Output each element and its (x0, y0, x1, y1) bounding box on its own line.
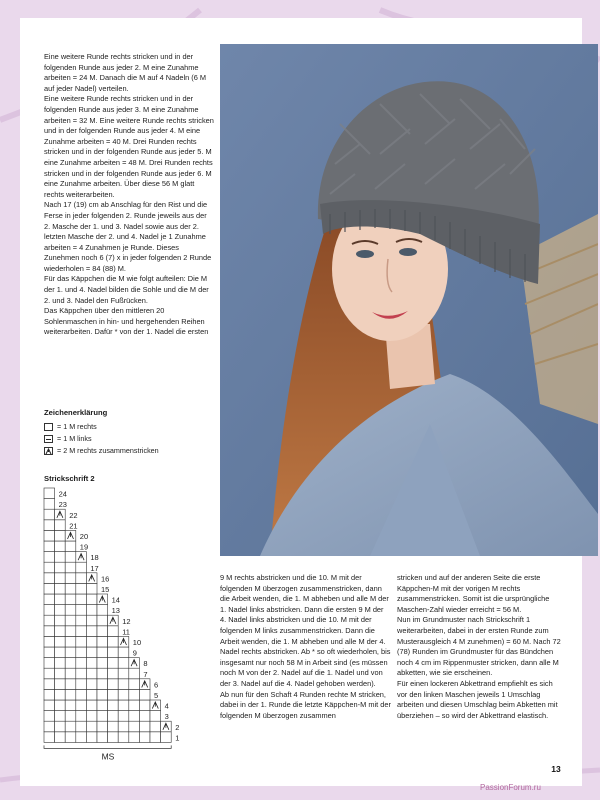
chart-cell (44, 605, 55, 616)
paragraph: 9 M rechts abstricken und die 10. M mit der folgenden M überzogen zusammenstricken, dann die Arbeit wenden, die 1. M abheben und alle M der 1. Nadel links abstricken. Dann die ersten 9 M der 4. Nadel links abstricken und die 10. M mit der folgenden M links zusammenstricken. Dann die Arbeit wenden, die 1. M abheben und alle M der 4. Nadel rechts abstricken. Ab * so oft wiederholen, bis insgesamt nur noch 58 M in Arbeit sind (es müssen noch M von der 2. Nadel auf die 1. Nadel und von der 3. Nadel auf die 4. Nadel gehoben werden). (220, 573, 391, 688)
chart-cell (108, 711, 119, 722)
chart-title: Strickschrift 2 (44, 474, 95, 483)
chart-cell (139, 689, 150, 700)
chart-cell (44, 530, 55, 541)
chart-cell (55, 541, 66, 552)
chart-cell (76, 711, 87, 722)
paragraph: Das Käppchen über den mittleren 20 Sohlenmaschen in hin- und hergehenden Reihen weiterarbeiten. Dafür * von der 1. Nadel die ersten (44, 306, 209, 337)
chart-cell (65, 541, 76, 552)
legend-label: = 1 M rechts (57, 422, 97, 431)
chart-cell (97, 668, 108, 679)
paragraph: Ab nun für den Schaft 4 Runden rechte M stricken, dabei in der 1. Runde die letzte Käppchen-M mit der folgenden M überzogen zusammen (220, 689, 391, 720)
chart-cell (129, 689, 140, 700)
legend-label: = 2 M rechts zusammenstricken (57, 446, 159, 455)
row-number-label: 20 (79, 532, 89, 541)
chart-cell (108, 626, 119, 637)
chart-cell (118, 668, 129, 679)
chart-cell (86, 647, 97, 658)
chart-cell (118, 689, 129, 700)
paragraph: Nach 17 (19) cm ab Anschlag für den Rist und die Ferse in jeder folgenden 2. Runde jeweils aus der 2. Masche der 1. und 3. Nadel sowie aus der 2. letzten Masche der 2. und 4. Nadel je 1 Zunahme arbeiten = 4 Zunahmen je Runde. Dieses Zunehmen noch 6 (7) x in jeder folgenden 2 Runde wiederholen = 84 (88) M. (44, 200, 212, 273)
chart-cell (65, 626, 76, 637)
chart-cell (76, 668, 87, 679)
chart-cell (118, 732, 129, 743)
chart-cell (97, 679, 108, 690)
paragraph: Nun im Grundmuster nach Strickschrift 1 weiterarbeiten, dabei in der ersten Runde zum Musterausgleich 4 M zunehmen) = 60 M. Nach 72 (78) Runden im Grundmuster für das Bündchen noch 4 cm im Rippenmuster stricken, dann alle M abketten, wie sie erscheinen. (397, 615, 561, 678)
chart-cell (97, 626, 108, 637)
chart-cell (150, 732, 161, 743)
chart-cell (86, 668, 97, 679)
chart-cell (65, 721, 76, 732)
row-number-label: 19 (79, 542, 89, 552)
chart-cell (76, 658, 87, 669)
chart-cell (108, 721, 119, 732)
chart-cell (97, 647, 108, 658)
chart-bottom-label: MS (101, 751, 115, 762)
knit-symbol-icon (44, 423, 53, 431)
chart-cell (55, 605, 66, 616)
row-number-label: 10 (132, 638, 142, 647)
chart-cell (129, 679, 140, 690)
paragraph: Eine weitere Runde rechts stricken und in der folgenden Runde aus jeder 3. M eine Zunahme arbeiten = 32 M. Eine weitere Runde rechts stricken und in der folgenden Runde aus jeder 4. M eine Zunahme arbeiten = 40 M. Drei Runden rechts stricken und in der folgenden Runde aus jeder 5. M eine Zunahme arbeiten = 48 M. Drei Runden rechts stricken und in der folgenden Runde aus jeder 6. M eine Zunahme arbeiten. Über diese 56 M glatt rechts weiterarbeiten. (44, 94, 214, 199)
chart-cell (65, 658, 76, 669)
row-number-label: 15 (101, 585, 110, 594)
chart-cell (76, 573, 87, 584)
chart-cell (76, 594, 87, 605)
right-text-column (397, 573, 564, 721)
chart-cell (65, 647, 76, 658)
chart-cell (76, 647, 87, 658)
hat-photo-illustration (220, 44, 598, 556)
chart-cell (55, 636, 66, 647)
chart-cell (118, 679, 129, 690)
chart-grid (40, 480, 180, 770)
chart-cell (65, 700, 76, 711)
chart-cell (86, 700, 97, 711)
chart-cell (44, 509, 55, 520)
chart-cell (129, 668, 140, 679)
chart-cell (97, 700, 108, 711)
chart-cell (65, 594, 76, 605)
chart-cell (65, 583, 76, 594)
chart-cell (86, 732, 97, 743)
row-number-label: 24 (58, 489, 67, 499)
row-number-label: 18 (90, 553, 99, 563)
chart-cell (76, 721, 87, 732)
row-number-label: 17 (90, 563, 99, 573)
chart-cell (65, 605, 76, 616)
chart-cell (129, 721, 140, 732)
chart-cell (108, 732, 119, 743)
chart-cell (76, 636, 87, 647)
chart-cell (44, 583, 55, 594)
chart-cell (118, 647, 129, 658)
chart-cell (97, 711, 108, 722)
chart-cell (55, 732, 66, 743)
chart-cell (65, 732, 76, 743)
chart-cell (129, 732, 140, 743)
chart-cell (86, 689, 97, 700)
chart-cell (86, 636, 97, 647)
chart-cell (55, 583, 66, 594)
chart-cell (55, 658, 66, 669)
chart-cell (65, 573, 76, 584)
legend-item-knit (44, 422, 97, 431)
legend-title: Zeichenerklärung (44, 408, 108, 417)
chart-cell (65, 636, 76, 647)
chart-cell (76, 679, 87, 690)
chart-cell (108, 668, 119, 679)
chart-cell (44, 732, 55, 743)
chart-cell (86, 605, 97, 616)
left-text-column (44, 52, 214, 338)
chart-cell (86, 615, 97, 626)
chart-cell (55, 520, 66, 531)
legend-item-purl (44, 434, 92, 443)
chart-cell (44, 647, 55, 658)
chart-cell (108, 647, 119, 658)
row-number-label: 9 (132, 648, 137, 658)
chart-cell (76, 700, 87, 711)
chart-cell (108, 636, 119, 647)
chart-cell (118, 658, 129, 669)
row-number-label: 3 (164, 712, 169, 722)
chart-cell (161, 732, 172, 743)
chart-cell (108, 689, 119, 700)
chart-cell (65, 689, 76, 700)
k2tog-symbol-icon (44, 447, 53, 455)
chart-cell (55, 689, 66, 700)
chart-cell (44, 541, 55, 552)
middle-text-column (220, 573, 391, 721)
chart-cell (55, 626, 66, 637)
row-number-label: 14 (111, 595, 120, 605)
row-number-label: 16 (101, 574, 110, 584)
paragraph: Für einen lockeren Abkettrand empfiehlt es sich vor den linken Maschen jeweils 1 Umschlag arbeiten und diesen Umschlag beim Abketten mit überziehen – so wird der Abkettrand elastisch. (397, 678, 558, 720)
chart-cell (86, 594, 97, 605)
chart-cell (44, 636, 55, 647)
paragraph: Für das Käppchen die M wie folgt aufteilen: Die M der 1. und 4. Nadel bilden die Sohle und die M der 2. und 3. Nadel den Fußrücken. (44, 274, 209, 305)
chart-cell (76, 605, 87, 616)
chart-cell (44, 700, 55, 711)
chart-cell (55, 552, 66, 563)
chart-cell (76, 562, 87, 573)
row-number-label: 11 (122, 627, 130, 637)
chart-cell (44, 573, 55, 584)
chart-cell (150, 721, 161, 732)
chart-cell (44, 689, 55, 700)
chart-cell (97, 721, 108, 732)
chart-cell (44, 562, 55, 573)
chart-cell (108, 700, 119, 711)
chart-cell (44, 711, 55, 722)
chart-cell (86, 679, 97, 690)
row-number-label: 7 (143, 669, 148, 679)
row-number-label: 13 (111, 606, 120, 616)
chart-cell (129, 700, 140, 711)
legend-item-k2tog (44, 446, 159, 455)
chart-cell (97, 658, 108, 669)
paragraph: stricken und auf der anderen Seite die erste Käppchen-M mit der vorigen M rechts zusammenstricken. Somit ist die ursprüngliche Maschen-Zahl wieder erreicht = 56 M. (397, 573, 550, 614)
chart-cell (44, 626, 55, 637)
chart-cell (55, 668, 66, 679)
chart-cell (76, 626, 87, 637)
chart-cell (139, 721, 150, 732)
chart-cell (86, 626, 97, 637)
chart-cell (139, 711, 150, 722)
row-number-label: 1 (175, 733, 180, 743)
chart-cell (55, 647, 66, 658)
watermark: PassionForum.ru (480, 783, 541, 792)
chart-cell (65, 615, 76, 626)
row-number-label: 21 (69, 521, 78, 531)
knitting-chart (40, 480, 180, 770)
chart-cell (118, 700, 129, 711)
chart-cell (86, 711, 97, 722)
chart-cell (44, 679, 55, 690)
row-number-label: 6 (154, 680, 159, 690)
row-number-label: 4 (164, 701, 169, 711)
row-number-label: 8 (143, 659, 148, 669)
chart-cell (65, 562, 76, 573)
chart-cell (139, 732, 150, 743)
chart-cell (76, 732, 87, 743)
chart-cell (55, 711, 66, 722)
chart-cell (97, 615, 108, 626)
chart-cell (44, 552, 55, 563)
chart-cell (44, 499, 55, 510)
row-number-label: 2 (175, 722, 180, 732)
chart-cell (55, 562, 66, 573)
chart-cell (55, 679, 66, 690)
chart-cell (129, 711, 140, 722)
chart-cell (139, 700, 150, 711)
chart-cell (44, 488, 55, 499)
chart-cell (55, 615, 66, 626)
chart-cell (55, 530, 66, 541)
chart-cell (76, 583, 87, 594)
chart-cell (65, 711, 76, 722)
chart-cell (55, 573, 66, 584)
row-number-label: 12 (122, 616, 131, 626)
chart-cell (65, 552, 76, 563)
chart-cell (108, 679, 119, 690)
row-number-label: 5 (154, 691, 159, 700)
chart-cell (44, 615, 55, 626)
row-number-label: 22 (69, 510, 78, 520)
purl-symbol-icon (44, 435, 53, 443)
ms-bracket (44, 745, 171, 748)
chart-cell (86, 721, 97, 732)
chart-cell (44, 594, 55, 605)
chart-cell (55, 721, 66, 732)
row-number-label: 23 (58, 500, 67, 510)
page-number: 13 (547, 762, 565, 776)
chart-cell (44, 721, 55, 732)
chart-cell (44, 520, 55, 531)
chart-cell (76, 615, 87, 626)
chart-cell (55, 700, 66, 711)
chart-cell (86, 658, 97, 669)
chart-cell (97, 636, 108, 647)
chart-cell (97, 732, 108, 743)
chart-cell (44, 658, 55, 669)
chart-cell (118, 721, 129, 732)
chart-cell (76, 689, 87, 700)
chart-cell (150, 711, 161, 722)
chart-cell (118, 711, 129, 722)
chart-cell (44, 668, 55, 679)
chart-cell (108, 658, 119, 669)
chart-cell (65, 679, 76, 690)
legend-label: = 1 M links (57, 434, 92, 443)
chart-cell (97, 605, 108, 616)
chart-cell (86, 583, 97, 594)
model-photo (220, 44, 598, 556)
chart-cell (65, 668, 76, 679)
paragraph: Eine weitere Runde rechts stricken und in der folgenden Runde aus jeder 2. M eine Zunahme arbeiten = 24 M. Danach die M auf 4 Nadeln (6 M auf jeder Nadel) verteilen. (44, 52, 207, 93)
chart-cell (97, 689, 108, 700)
chart-cell (55, 594, 66, 605)
